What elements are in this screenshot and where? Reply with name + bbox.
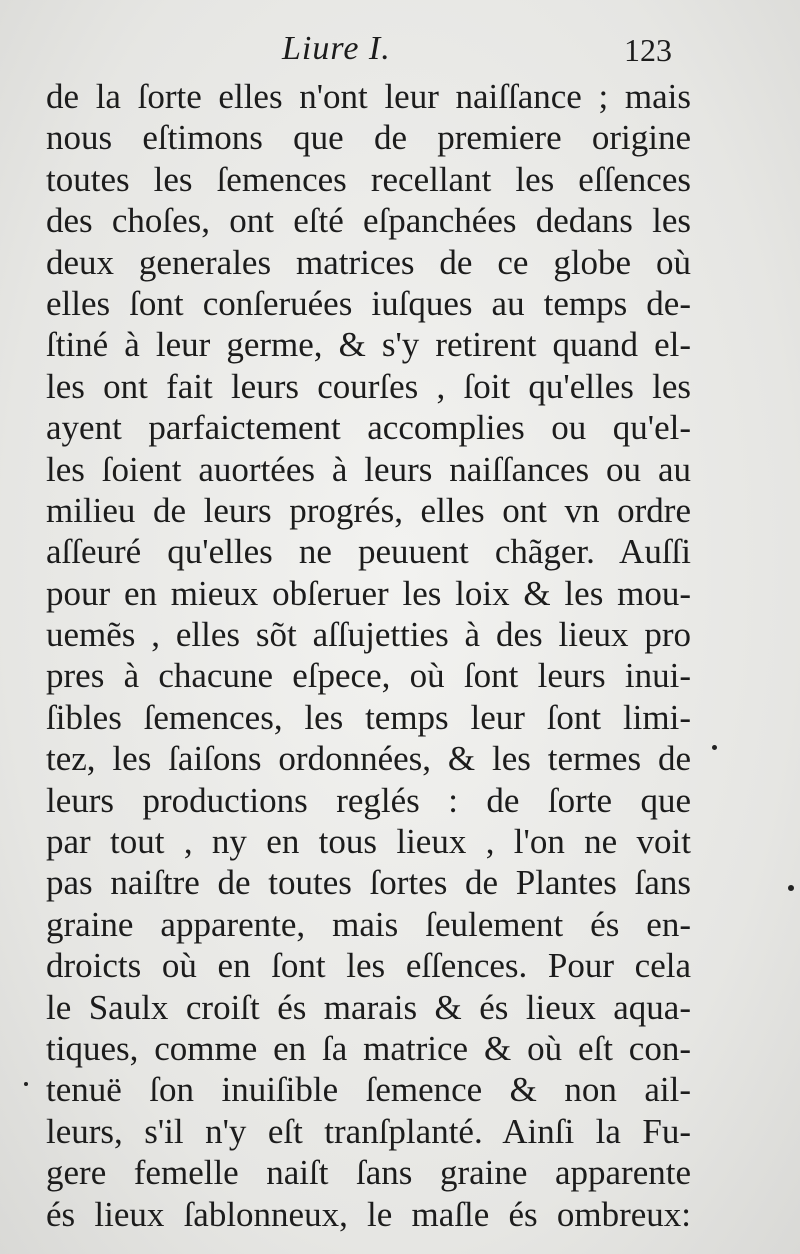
text-line: par tout , ny en tous lieux , l'on ne voit bbox=[46, 822, 691, 862]
text-line: pas naiſtre de toutes ſortes de Plantes ſans bbox=[46, 863, 691, 903]
ink-speck bbox=[24, 1082, 28, 1086]
text-line: toutes les ſemences recellant les eſſences bbox=[46, 159, 691, 199]
text-line: elles ſont conſeruées iuſques au temps de- bbox=[46, 283, 691, 323]
text-line: leurs productions reglés : de ſorte que bbox=[46, 780, 691, 820]
text-line: de la ſorte elles n'ont leur naiſſance ; mais bbox=[46, 77, 691, 116]
ink-speck bbox=[788, 885, 794, 891]
text-line: ſtiné à leur germe, & s'y retirent quand el- bbox=[46, 325, 691, 365]
text-line: droicts où en ſont les eſſences. Pour cela bbox=[46, 946, 691, 986]
text-line: deux generales matrices de ce globe où bbox=[46, 242, 691, 282]
text-line: nous eſtimons que de premiere origine bbox=[46, 118, 691, 158]
text-line: le Saulx croiſt és marais & és lieux aqua- bbox=[46, 987, 691, 1027]
text-line: des choſes, ont eſté eſpanchées dedans les bbox=[46, 201, 691, 241]
text-line: és lieux ſablonneux, le maſle és ombreux: bbox=[46, 1194, 691, 1234]
ink-speck bbox=[712, 745, 717, 750]
text-line: leurs, s'il n'y eſt tranſplanté. Ainſi la Fu- bbox=[46, 1111, 691, 1151]
text-line: tez, les ſaiſons ordonnées, & les termes de bbox=[46, 739, 691, 779]
text-line: tenuë ſon inuiſible ſemence & non ail- bbox=[46, 1070, 691, 1110]
text-line: uemẽs , elles sõt aſſujetties à des lieux pro bbox=[46, 615, 691, 655]
text-line: graine apparente, mais ſeulement és en- bbox=[46, 904, 691, 944]
body-text bbox=[46, 76, 691, 1235]
text-line: les ont fait leurs courſes , ſoit qu'elles les bbox=[46, 366, 691, 406]
text-line: milieu de leurs progrés, elles ont vn ordre bbox=[46, 490, 691, 530]
text-line: tiques, comme en ſa matrice & où eſt con- bbox=[46, 1028, 691, 1068]
text-line: les ſoient auortées à leurs naiſſances ou au bbox=[46, 449, 691, 489]
text-line: pour en mieux obſeruer les loix & les mou- bbox=[46, 573, 691, 613]
text-line: pres à chacune eſpece, où ſont leurs inui- bbox=[46, 656, 691, 696]
running-title: Liure I. bbox=[282, 30, 391, 67]
text-line: aſſeuré qu'elles ne peuuent chãger. Auſſi bbox=[46, 532, 691, 572]
running-head bbox=[0, 24, 800, 74]
text-line: ayent parfaictement accomplies ou qu'el- bbox=[46, 408, 691, 448]
text-line: ſibles ſemences, les temps leur ſont limi- bbox=[46, 697, 691, 737]
text-line: gere femelle naiſt ſans graine apparente bbox=[46, 1153, 691, 1193]
page-number: 123 bbox=[624, 32, 672, 68]
